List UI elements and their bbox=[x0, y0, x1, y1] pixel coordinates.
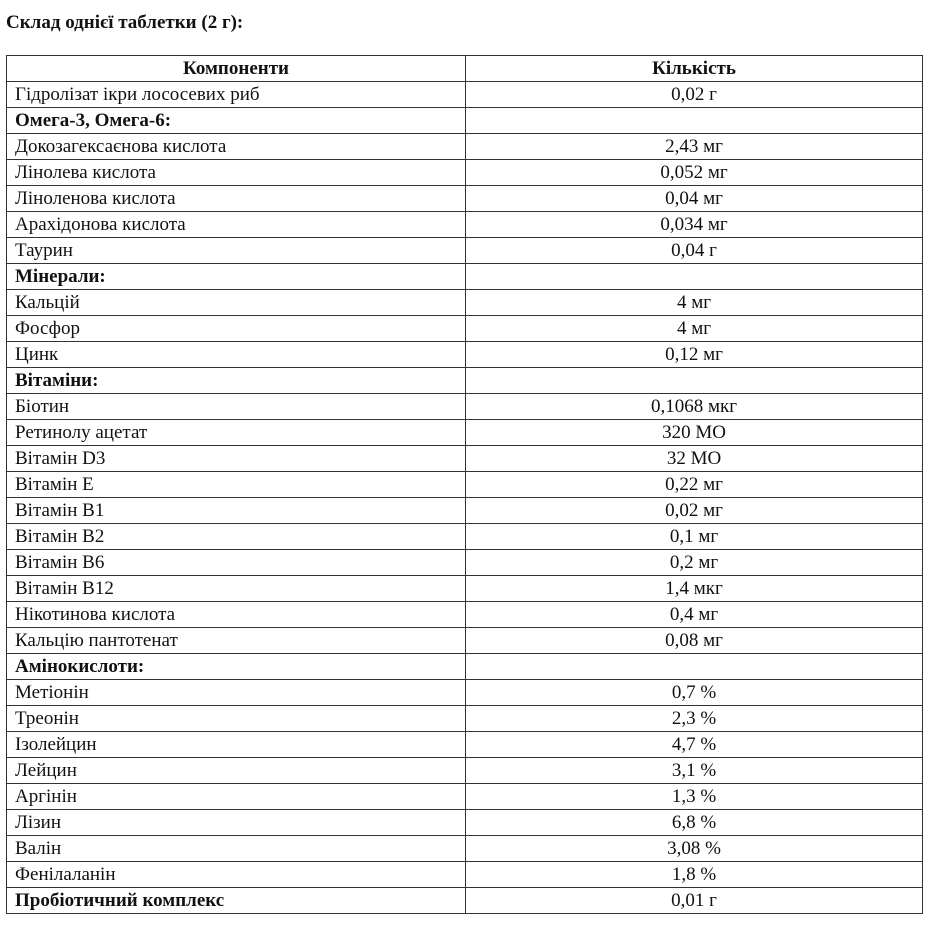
table-body bbox=[7, 82, 923, 914]
component-amount: 0,01 г bbox=[466, 888, 923, 914]
table-row bbox=[7, 784, 923, 810]
table-row bbox=[7, 82, 923, 108]
component-amount: 2,3 % bbox=[466, 706, 923, 732]
table-row bbox=[7, 836, 923, 862]
component-name: Кальцій bbox=[7, 290, 466, 316]
component-amount: 0,1 мг bbox=[466, 524, 923, 550]
component-name: Кальцію пантотенат bbox=[7, 628, 466, 654]
table-row bbox=[7, 628, 923, 654]
table-row bbox=[7, 316, 923, 342]
component-name: Фосфор bbox=[7, 316, 466, 342]
component-name: Гідролізат ікри лососевих риб bbox=[7, 82, 466, 108]
component-amount: 1,4 мкг bbox=[466, 576, 923, 602]
table-row bbox=[7, 602, 923, 628]
table-row bbox=[7, 238, 923, 264]
component-amount: 320 МО bbox=[466, 420, 923, 446]
section-title: Пробіотичний комплекс bbox=[7, 888, 466, 914]
table-row bbox=[7, 472, 923, 498]
component-amount: 0,1068 мкг bbox=[466, 394, 923, 420]
component-name: Вітамін Е bbox=[7, 472, 466, 498]
component-amount: 0,22 мг bbox=[466, 472, 923, 498]
component-amount: 3,08 % bbox=[466, 836, 923, 862]
component-amount: 1,3 % bbox=[466, 784, 923, 810]
component-name: Вітамін В6 bbox=[7, 550, 466, 576]
section-title: Амінокислоти: bbox=[7, 654, 466, 680]
component-name: Цинк bbox=[7, 342, 466, 368]
section-title: Омега-3, Омега-6: bbox=[7, 108, 466, 134]
component-amount: 0,7 % bbox=[466, 680, 923, 706]
component-amount bbox=[466, 368, 923, 394]
component-amount: 0,04 мг bbox=[466, 186, 923, 212]
component-amount: 0,08 мг bbox=[466, 628, 923, 654]
table-row bbox=[7, 862, 923, 888]
section-title: Мінерали: bbox=[7, 264, 466, 290]
component-amount: 1,8 % bbox=[466, 862, 923, 888]
component-name: Лейцин bbox=[7, 758, 466, 784]
component-amount: 0,2 мг bbox=[466, 550, 923, 576]
component-name: Ретинолу ацетат bbox=[7, 420, 466, 446]
component-name: Лізин bbox=[7, 810, 466, 836]
component-amount: 0,052 мг bbox=[466, 160, 923, 186]
component-name: Таурин bbox=[7, 238, 466, 264]
component-amount bbox=[466, 264, 923, 290]
component-amount bbox=[466, 108, 923, 134]
table-row bbox=[7, 446, 923, 472]
section-row bbox=[7, 888, 923, 914]
component-amount: 0,12 мг bbox=[466, 342, 923, 368]
section-row bbox=[7, 108, 923, 134]
component-amount: 0,4 мг bbox=[466, 602, 923, 628]
table-row bbox=[7, 420, 923, 446]
table-row bbox=[7, 758, 923, 784]
component-amount: 32 МО bbox=[466, 446, 923, 472]
component-amount: 0,02 мг bbox=[466, 498, 923, 524]
document-heading: Склад однієї таблетки (2 г): bbox=[6, 12, 244, 33]
component-amount bbox=[466, 654, 923, 680]
component-name: Метіонін bbox=[7, 680, 466, 706]
table-row bbox=[7, 394, 923, 420]
table-row bbox=[7, 160, 923, 186]
component-name: Вітамін D3 bbox=[7, 446, 466, 472]
component-name: Біотин bbox=[7, 394, 466, 420]
section-row bbox=[7, 368, 923, 394]
component-amount: 0,02 г bbox=[466, 82, 923, 108]
component-name: Ліноленова кислота bbox=[7, 186, 466, 212]
column-header-amount: Кількість bbox=[466, 56, 923, 82]
component-name: Нікотинова кислота bbox=[7, 602, 466, 628]
table-row bbox=[7, 524, 923, 550]
composition-table bbox=[6, 55, 923, 914]
component-name: Арахідонова кислота bbox=[7, 212, 466, 238]
section-row bbox=[7, 654, 923, 680]
component-amount: 3,1 % bbox=[466, 758, 923, 784]
table-row bbox=[7, 680, 923, 706]
section-title: Вітаміни: bbox=[7, 368, 466, 394]
column-header-components: Компоненти bbox=[7, 56, 466, 82]
component-amount: 2,43 мг bbox=[466, 134, 923, 160]
component-name: Вітамін В2 bbox=[7, 524, 466, 550]
component-name: Вітамін В1 bbox=[7, 498, 466, 524]
component-name: Лінолева кислота bbox=[7, 160, 466, 186]
component-name: Валін bbox=[7, 836, 466, 862]
table-row bbox=[7, 212, 923, 238]
component-amount: 4 мг bbox=[466, 316, 923, 342]
component-amount: 0,034 мг bbox=[466, 212, 923, 238]
table-row bbox=[7, 706, 923, 732]
table-row bbox=[7, 498, 923, 524]
component-name: Докозагексаєнова кислота bbox=[7, 134, 466, 160]
component-name: Вітамін В12 bbox=[7, 576, 466, 602]
table-row bbox=[7, 342, 923, 368]
table-row bbox=[7, 186, 923, 212]
table-header bbox=[7, 56, 923, 82]
table-row bbox=[7, 550, 923, 576]
component-amount: 4,7 % bbox=[466, 732, 923, 758]
component-name: Аргінін bbox=[7, 784, 466, 810]
table-row bbox=[7, 134, 923, 160]
section-row bbox=[7, 264, 923, 290]
component-name: Фенілаланін bbox=[7, 862, 466, 888]
component-amount: 6,8 % bbox=[466, 810, 923, 836]
component-amount: 4 мг bbox=[466, 290, 923, 316]
component-name: Ізолейцин bbox=[7, 732, 466, 758]
table-row bbox=[7, 290, 923, 316]
table-row bbox=[7, 576, 923, 602]
component-amount: 0,04 г bbox=[466, 238, 923, 264]
table-row bbox=[7, 732, 923, 758]
component-name: Треонін bbox=[7, 706, 466, 732]
table-header-row bbox=[7, 56, 923, 82]
table-row bbox=[7, 810, 923, 836]
